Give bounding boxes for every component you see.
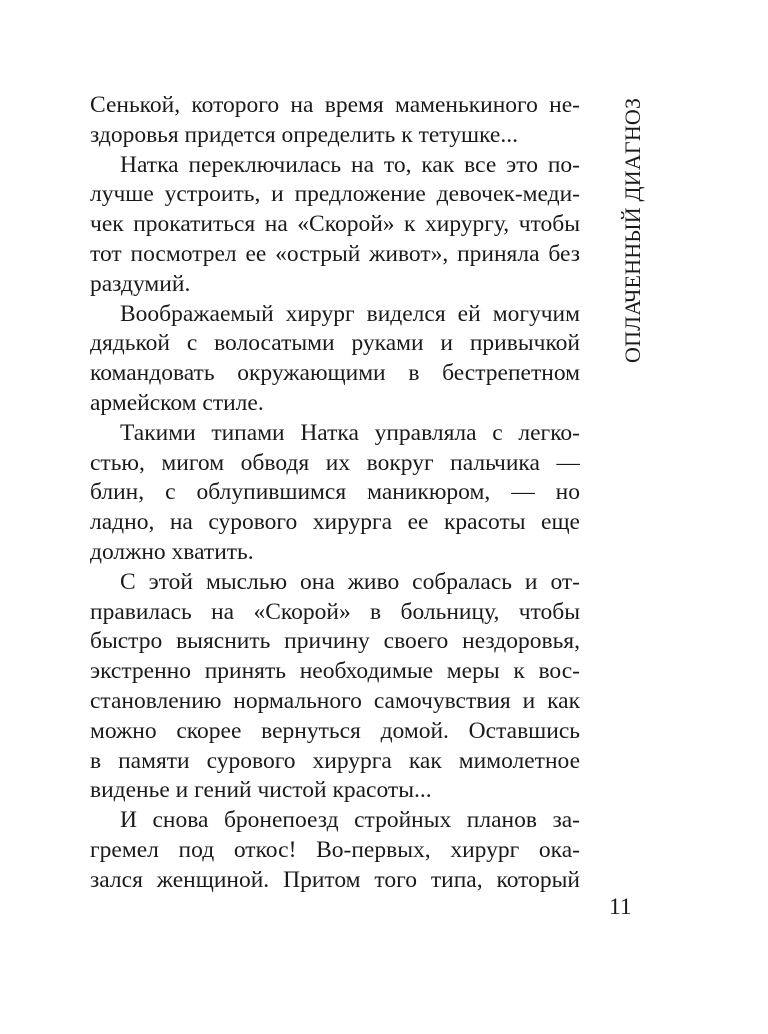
- text-line: блин, с облупившимся маникюром, — но: [90, 479, 580, 506]
- text-line: ладно, на сурового хирурга ее красоты еще: [90, 509, 580, 536]
- text-line: армейском стиле.: [90, 389, 264, 416]
- text-line: Натка переключилась на то, как все это по-: [120, 151, 580, 178]
- text-line: экстренно принять необходимые меры к вос-: [90, 658, 580, 685]
- text-line: Воображаемый хирург виделся ей могучим: [120, 300, 580, 327]
- text-line: тот посмотрел ее «острый живот», приняла без: [90, 240, 580, 267]
- text-line: здоровья придется определить к тетушке...: [90, 121, 518, 148]
- text-line: С этой мыслью она живо собралась и от-: [120, 568, 580, 595]
- text-line: Сенькой, которого на время маменькиного не-: [90, 92, 580, 118]
- text-line: И снова бронепоезд стройных планов за-: [120, 807, 580, 834]
- text-line: виденье и гений чистой красоты...: [90, 777, 432, 804]
- body-text: [90, 91, 580, 896]
- text-line: правилась на «Скорой» в больницу, чтобы: [90, 598, 580, 625]
- page-number: 11: [609, 894, 632, 920]
- text-line: стью, мигом обводя их вокруг пальчика —: [90, 449, 580, 476]
- text-line: Такими типами Натка управляла с легко-: [120, 419, 580, 446]
- text-line: быстро выяснить причину своего нездоровья,: [90, 628, 580, 655]
- text-line: в памяти сурового хирурга как мимолетное: [90, 747, 580, 774]
- text-line: становлению нормального самочувствия и как: [90, 687, 580, 714]
- text-line: командовать окружающими в бестрепетном: [90, 360, 580, 387]
- text-line: можно скорее вернуться домой. Оставшись: [90, 717, 580, 744]
- text-line: раздумий.: [90, 270, 191, 297]
- text-line: чек прокатиться на «Скорой» к хирургу, чтобы: [90, 211, 580, 238]
- text-line: гремел под откос! Во-первых, хирург ока-: [90, 836, 580, 863]
- text-line: должно хватить.: [90, 538, 254, 565]
- text-line: лучше устроить, и предложение девочек-меди-: [90, 181, 580, 208]
- text-line: дядькой с волосатыми руками и привычкой: [90, 330, 580, 357]
- running-title-text: ОПЛАЧЕННЫЙ ДИАГНОЗ: [620, 97, 645, 363]
- text-line: зался женщиной. Притом того типа, который: [90, 866, 580, 893]
